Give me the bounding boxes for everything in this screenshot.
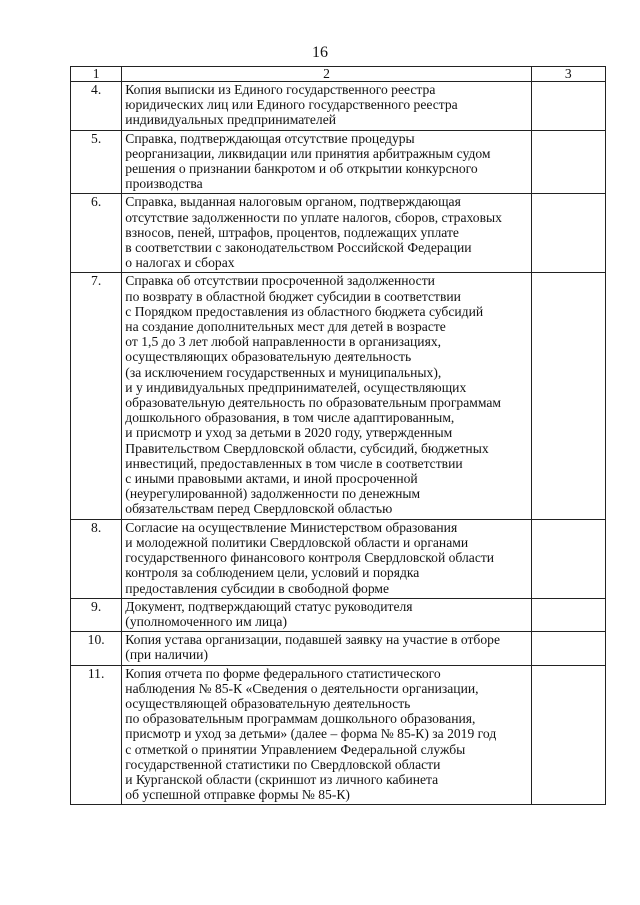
table-row (71, 665, 606, 805)
row-description-text: Справка, подтверждающая отсутствие процедуры реорганизации, ликвидации или принятия арбитражным судом решения о признании банкротом и об открытии конкурсного производства (125, 130, 491, 192)
table-header-row (71, 67, 606, 82)
row-number: 8. (71, 519, 122, 598)
row-description-text: Копия устава организации, подавшей заявку на участие в отборе (при наличии) (125, 632, 500, 663)
table-row (71, 519, 606, 598)
documents-table (70, 66, 606, 805)
row-number: 6. (71, 194, 122, 273)
row-number: 7. (71, 273, 122, 519)
table-row (71, 273, 606, 519)
row-note (531, 273, 605, 519)
row-description (122, 665, 531, 805)
row-number: 10. (71, 632, 122, 665)
row-description (122, 632, 531, 665)
row-description (122, 519, 531, 598)
row-description (122, 194, 531, 273)
row-number: 9. (71, 598, 122, 631)
row-description-text: Копия отчета по форме федерального статистического наблюдения № 85-К «Сведения о деятельности организации, осуществляющей образовательную деятельность по образовательным программам дошкольного образования, присмотр и уход за детьми» (далее – форма № 85-К) за 2019 год с отметкой о принятии Управлением Федеральной службы государственной статистики по Свердловской области и Курганской области (скриншот из личного кабинета об успешной отправке формы № 85-К) (125, 665, 497, 803)
table-row (71, 194, 606, 273)
row-description (122, 273, 531, 519)
row-description-text: Справка, выданная налоговым органом, подтверждающая отсутствие задолженности по уплате налогов, сборов, страховых взносов, пеней, штрафов, процентов, подлежащих уплате в соответствии с законодательством Российской Федерации о налогах и сборах (125, 194, 502, 271)
row-number: 4. (71, 82, 122, 131)
row-description (122, 598, 531, 631)
row-description-text: Согласие на осуществление Министерством образования и молодежной политики Свердловской области и органами государственного финансового контроля Свердловской области контроля за соблюдением цели, условий и порядка предоставления субсидии в свободной форме (125, 519, 495, 596)
header-cell-number: 1 (71, 67, 122, 82)
row-note (531, 665, 605, 805)
row-number: 11. (71, 665, 122, 805)
table-row (71, 82, 606, 131)
header-cell-description: 2 (122, 67, 531, 82)
row-note (531, 598, 605, 631)
row-note (531, 82, 605, 131)
row-description-text: Справка об отсутствии просроченной задолженности по возврату в областной бюджет субсидии в соответствии с Порядком предоставления из областного бюджета субсидий на создание дополнительных мест для детей в возрасте от 1,5 до 3 лет любой направленности в организациях, осуществляющих образовательную деятельность (за исключением государственных и муниципальных), и у индивидуальных предпринимателей, осуществляющих образовательную деятельность по образовательным программам дошкольного образования, в том числе адаптированным, и присмотр и уход за детьми в 2020 году, утвержденным Правительством Свердловской области, субсидий, бюджетных инвестиций, предоставленных в том числе в соответствии с иными правовыми актами, и иной просроченной (неурегулированной) задолженности по денежным обязательствам перед Свердловской областью (125, 273, 501, 517)
row-note (531, 130, 605, 194)
row-number: 5. (71, 130, 122, 194)
row-description (122, 130, 531, 194)
table-row (71, 598, 606, 631)
page-number: 16 (312, 44, 328, 61)
row-description (122, 82, 531, 131)
row-note (531, 519, 605, 598)
row-note (531, 194, 605, 273)
row-note (531, 632, 605, 665)
table-row (71, 632, 606, 665)
header-cell-note: 3 (531, 67, 605, 82)
row-description-text: Копия выписки из Единого государственного реестра юридических лиц или Единого государственного реестра индивидуальных предпринимателей (125, 82, 458, 128)
table-row (71, 130, 606, 194)
row-description-text: Документ, подтверждающий статус руководителя (уполномоченного им лица) (125, 598, 413, 629)
